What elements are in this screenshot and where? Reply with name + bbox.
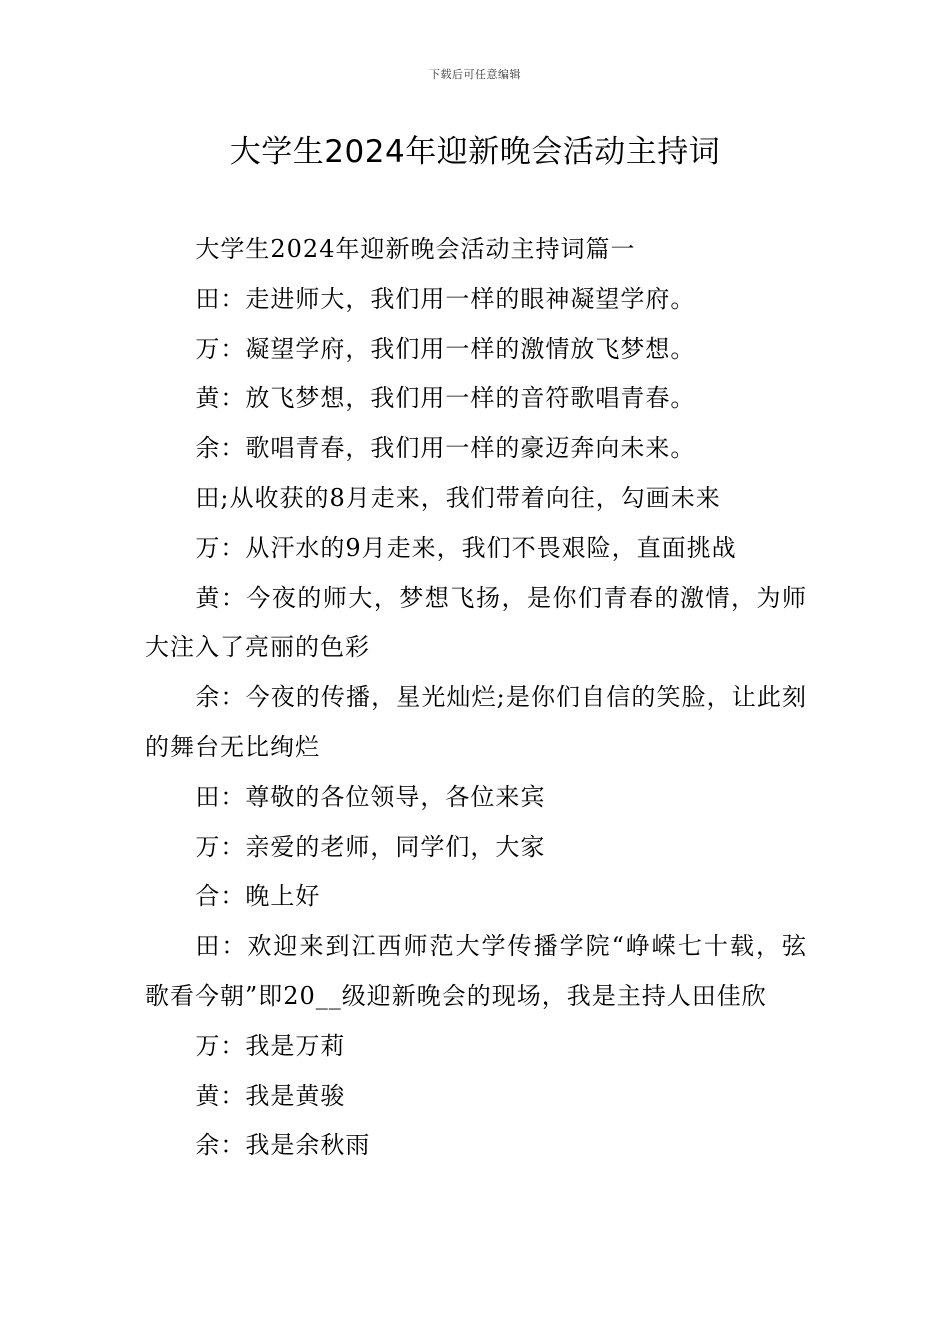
paragraph: 万：亲爱的老师，同学们，大家 — [195, 832, 546, 861]
paragraph: 余：我是余秋雨 — [195, 1131, 371, 1160]
document-body — [145, 225, 807, 1171]
paragraph-section-heading: 大学生2024年迎新晚会活动主持词篇一 — [195, 235, 636, 263]
document-title: 大学生2024年迎新晚会活动主持词 — [229, 134, 721, 170]
paragraph: 万：凝望学府，我们用一样的激情放飞梦想。 — [195, 334, 696, 363]
paragraph: 黄：放飞梦想，我们用一样的音符歌唱青春。 — [195, 384, 696, 413]
paragraph: 田;从收获的8月走来，我们带着向往，勾画未来 — [195, 483, 721, 512]
paragraph: 田：尊敬的各位领导，各位来宾 — [195, 782, 546, 811]
paragraph: 黄：今夜的师大，梦想飞扬，是你们青春的激情，为师大注入了亮丽的色彩 — [145, 583, 807, 662]
paragraph: 万：从汗水的9月走来，我们不畏艰险，直面挑战 — [195, 533, 737, 562]
paragraph: 田：欢迎来到江西师范大学传播学院“峥嵘七十载，弦歌看今朝”即20__级迎新晚会的现场，我是主持人田佳欣 — [145, 932, 807, 1010]
paragraph: 黄：我是黄骏 — [195, 1081, 346, 1110]
paragraph: 田：走进师大，我们用一样的眼神凝望学府。 — [195, 284, 696, 313]
paragraph: 合：晚上好 — [195, 882, 321, 911]
paragraph: 余：今夜的传播，星光灿烂;是你们自信的笑脸，让此刻的舞台无比绚烂 — [145, 683, 807, 761]
paragraph: 万：我是万莉 — [195, 1031, 346, 1060]
paragraph: 余：歌唱青春，我们用一样的豪迈奔向未来。 — [195, 434, 696, 463]
header-note: 下载后可任意编辑 — [429, 68, 521, 81]
